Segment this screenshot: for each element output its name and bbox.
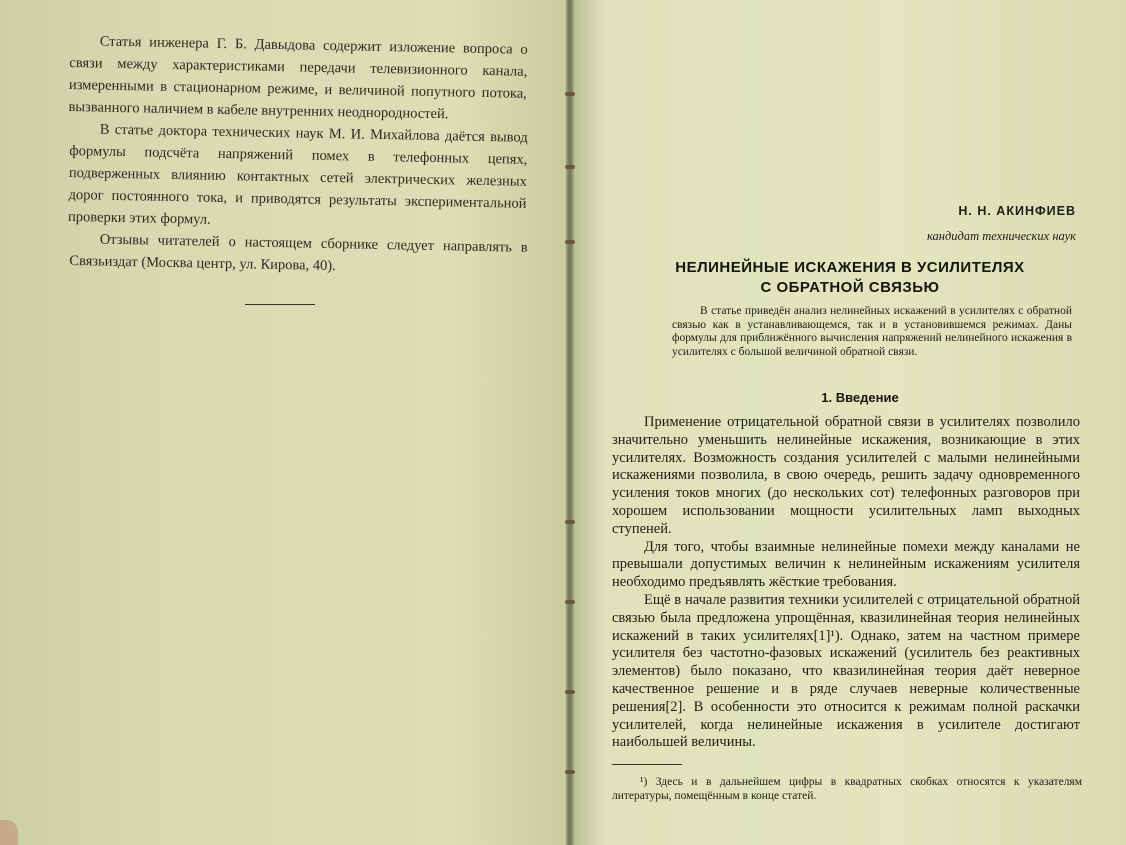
left-separator	[245, 304, 315, 305]
left-paragraph-1: Статья инженера Г. Б. Давыдова содержит изложение вопроса о связи между характеристиками передачи телевизионного канала, измеренными в стационарном режиме, и величиной попутного потока, вызванного наличием в кабеле внутренних неоднородностей.	[68, 33, 528, 123]
binding-stitch	[565, 600, 575, 604]
binding-stitch	[565, 520, 575, 524]
article-abstract: В статье приведён анализ нелинейных искажений в усилителях с обратной связью как в устанавливающемся, так и в установившемся режимах. Даны формулы для приближённого вычисления напряжений нелинейного искажения в усилителях с большой величиной обратной связи.	[672, 305, 1072, 358]
article-title	[640, 258, 1060, 298]
title-line-2: С ОБРАТНОЙ СВЯЗЬЮ	[760, 279, 940, 296]
thumb	[0, 820, 18, 845]
binding-stitch	[565, 690, 575, 694]
section-heading: 1. Введение	[821, 390, 899, 405]
binding-stitch	[565, 240, 575, 244]
binding-stitch	[565, 770, 575, 774]
left-paragraph-2: В статье доктора технических наук М. И. Михайлова даётся вывод формулы подсчёта напряжений помех в телефонных цепях, подверженных влиянию контактных сетей электрических железных дорог постоянного тока, и приводятся результаты экспериментальной проверки этих формул.	[67, 121, 528, 228]
article-author: Н. Н. АКИНФИЕВ	[958, 204, 1076, 218]
book-spine	[566, 0, 574, 845]
article-body	[612, 414, 1080, 752]
footnote: ¹) Здесь и в дальнейшем цифры в квадратных скобках относятся к указателям литературы, помещённым в конце статей.	[612, 776, 1082, 802]
body-paragraph-1: Применение отрицательной обратной связи в усилителях позволило значительно уменьшить нелинейные искажения, возникающие в этих усилителях. Возможность создания усилителей с малыми нелинейными искажениями позволила, в свою очередь, решить задачу одновременного усиления токов многих (до нескольких сот) телефонных разговоров при хорошем использовании мощности усилительных ламп выходных ступеней.	[612, 414, 1080, 537]
body-paragraph-2: Для того, чтобы взаимные нелинейные помехи между каналами не превышали допустимых величин к нелинейным искажениям усилителя необходимо предъявлять жёсткие требования.	[612, 538, 1080, 591]
author-degree: кандидат технических наук	[926, 229, 1076, 243]
binding-stitch	[565, 165, 575, 169]
footnote-separator	[612, 764, 682, 765]
left-paragraph-3: Отзывы читателей о настоящем сборнике следует направлять в Связьиздат (Москва центр, ул. Кирова, 40).	[69, 231, 528, 275]
title-line-1: НЕЛИНЕЙНЫЕ ИСКАЖЕНИЯ В УСИЛИТЕЛЯХ	[675, 259, 1025, 276]
body-paragraph-3: Ещё в начале развития техники усилителей с отрицательной обратной связью была предложена упрощённая, квазилинейная теория нелинейных искажений в таких усилителях[1]¹). Однако, затем на частном примере усилителя без частотно-фазовых искажений (усилитель без реактивных элементов) было показано, что квазилинейная теория даёт неверное качественное решение и в ряде случаев неверные количественные решения[2]. В особенности это относится к режимам полной раскачки усилителей, когда нелинейные искажения в усилителе достигают наибольшей величины.	[612, 591, 1080, 751]
binding-stitch	[565, 92, 575, 96]
